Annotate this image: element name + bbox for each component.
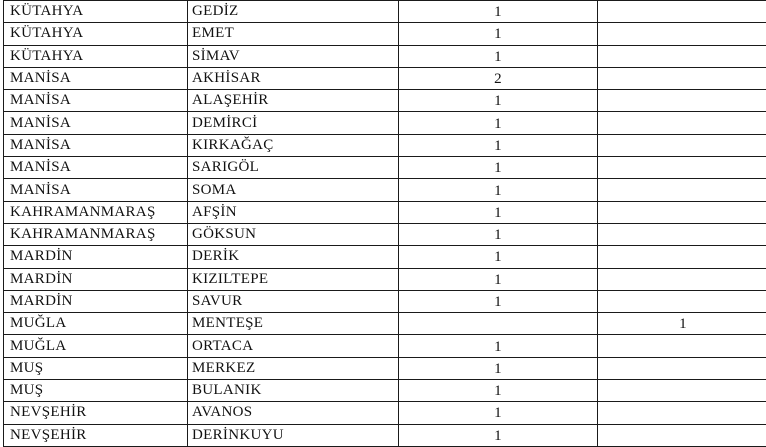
- district-cell: AVANOS: [188, 402, 399, 424]
- district-cell: SAVUR: [188, 290, 399, 312]
- table-row: [4, 23, 766, 45]
- district-cell: EMET: [188, 23, 399, 45]
- province-cell: MARDİN: [4, 246, 188, 268]
- count-cell-b: [598, 23, 766, 45]
- count-cell-a: 1: [399, 1, 598, 23]
- count-cell-b: [598, 335, 766, 357]
- count-cell-b: [598, 290, 766, 312]
- table-row: [4, 402, 766, 424]
- table-row: [4, 134, 766, 156]
- count-cell-b: [598, 157, 766, 179]
- district-cell: AKHİSAR: [188, 67, 399, 89]
- table-row: [4, 290, 766, 312]
- district-cell: SOMA: [188, 179, 399, 201]
- province-cell: KAHRAMANMARAŞ: [4, 201, 188, 223]
- count-cell-b: [598, 357, 766, 379]
- province-cell: MANİSA: [4, 134, 188, 156]
- count-cell-a: 1: [399, 112, 598, 134]
- table-row: [4, 45, 766, 67]
- province-cell: MANİSA: [4, 157, 188, 179]
- count-cell-b: 1: [598, 313, 766, 335]
- province-cell: NEVŞEHİR: [4, 402, 188, 424]
- table-row: [4, 179, 766, 201]
- count-cell-a: [399, 313, 598, 335]
- count-cell-b: [598, 424, 766, 446]
- count-cell-a: 1: [399, 134, 598, 156]
- district-cell: DERİK: [188, 246, 399, 268]
- table-row: [4, 424, 766, 446]
- table-row: [4, 335, 766, 357]
- province-cell: KÜTAHYA: [4, 23, 188, 45]
- count-cell-b: [598, 45, 766, 67]
- count-cell-b: [598, 201, 766, 223]
- district-cell: ALAŞEHİR: [188, 90, 399, 112]
- district-cell: DERİNKUYU: [188, 424, 399, 446]
- count-cell-b: [598, 268, 766, 290]
- district-cell: KIZILTEPE: [188, 268, 399, 290]
- province-cell: MUŞ: [4, 380, 188, 402]
- table-body: [4, 1, 766, 447]
- count-cell-a: 2: [399, 67, 598, 89]
- district-cell: KIRKAĞAÇ: [188, 134, 399, 156]
- count-cell-b: [598, 223, 766, 245]
- count-cell-b: [598, 134, 766, 156]
- count-cell-b: [598, 179, 766, 201]
- table-row: [4, 246, 766, 268]
- count-cell-a: 1: [399, 179, 598, 201]
- count-cell-a: 1: [399, 223, 598, 245]
- count-cell-b: [598, 67, 766, 89]
- table-row: [4, 223, 766, 245]
- table-row: [4, 268, 766, 290]
- count-cell-a: 1: [399, 402, 598, 424]
- district-cell: MERKEZ: [188, 357, 399, 379]
- count-cell-b: [598, 112, 766, 134]
- count-cell-a: 1: [399, 290, 598, 312]
- count-cell-b: [598, 246, 766, 268]
- count-cell-a: 1: [399, 357, 598, 379]
- count-cell-b: [598, 402, 766, 424]
- count-cell-a: 1: [399, 201, 598, 223]
- province-cell: NEVŞEHİR: [4, 424, 188, 446]
- count-cell-a: 1: [399, 380, 598, 402]
- district-cell: MENTEŞE: [188, 313, 399, 335]
- district-cell: DEMİRCİ: [188, 112, 399, 134]
- count-cell-a: 1: [399, 45, 598, 67]
- province-cell: MUŞ: [4, 357, 188, 379]
- district-cell: SARIGÖL: [188, 157, 399, 179]
- province-cell: MANİSA: [4, 179, 188, 201]
- table-row: [4, 380, 766, 402]
- province-cell: MARDİN: [4, 268, 188, 290]
- count-cell-a: 1: [399, 335, 598, 357]
- district-cell: SİMAV: [188, 45, 399, 67]
- count-cell-a: 1: [399, 157, 598, 179]
- province-cell: KÜTAHYA: [4, 45, 188, 67]
- count-cell-a: 1: [399, 90, 598, 112]
- district-cell: BULANIK: [188, 380, 399, 402]
- table-row: [4, 112, 766, 134]
- table-row: [4, 357, 766, 379]
- district-cell: ORTACA: [188, 335, 399, 357]
- table-row: [4, 201, 766, 223]
- district-cell: GEDİZ: [188, 1, 399, 23]
- district-cell: GÖKSUN: [188, 223, 399, 245]
- province-cell: KÜTAHYA: [4, 1, 188, 23]
- province-cell: MANİSA: [4, 112, 188, 134]
- count-cell-a: 1: [399, 246, 598, 268]
- count-cell-b: [598, 1, 766, 23]
- count-cell-a: 1: [399, 268, 598, 290]
- count-cell-b: [598, 90, 766, 112]
- province-cell: KAHRAMANMARAŞ: [4, 223, 188, 245]
- district-cell: AFŞİN: [188, 201, 399, 223]
- table-row: [4, 1, 766, 23]
- province-cell: MUĞLA: [4, 313, 188, 335]
- table-row: [4, 157, 766, 179]
- table-row: [4, 90, 766, 112]
- district-table: [3, 0, 766, 447]
- province-cell: MANİSA: [4, 67, 188, 89]
- table-row: [4, 313, 766, 335]
- province-cell: MANİSA: [4, 90, 188, 112]
- count-cell-a: 1: [399, 23, 598, 45]
- count-cell-a: 1: [399, 424, 598, 446]
- province-cell: MARDİN: [4, 290, 188, 312]
- province-cell: MUĞLA: [4, 335, 188, 357]
- count-cell-b: [598, 380, 766, 402]
- table-row: [4, 67, 766, 89]
